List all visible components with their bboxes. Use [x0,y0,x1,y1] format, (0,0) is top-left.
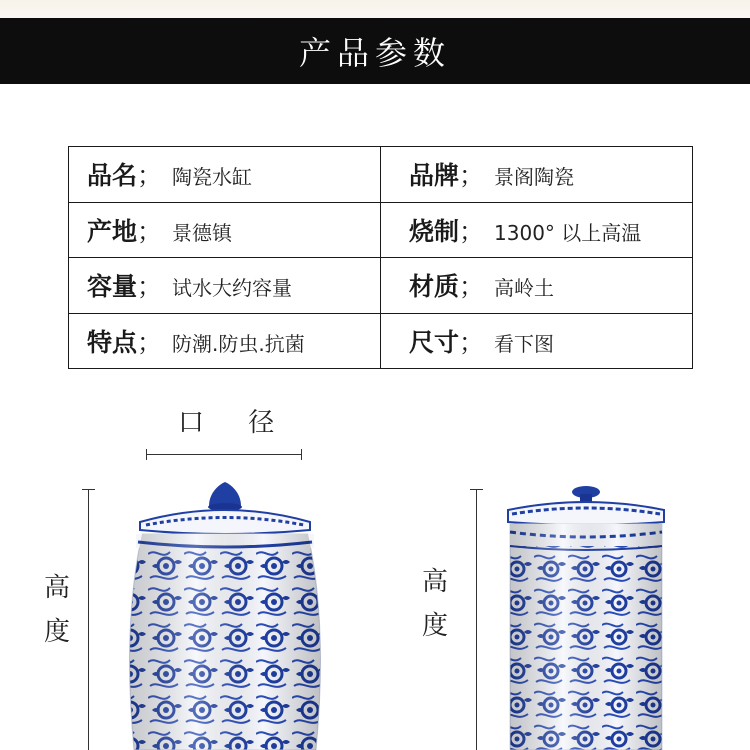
spec-separator: ； [459,327,485,357]
spec-separator: ； [459,272,485,302]
spec-value: 景德镇 [172,220,233,245]
spec-cell [381,258,693,314]
table-row [69,202,693,258]
spec-cell [69,313,381,369]
spec-separator: ； [137,161,163,191]
caliber-label: 口 径 [178,408,293,438]
spec-value: 景阁陶瓷 [494,165,575,190]
spec-cell [69,202,381,258]
section-title-bar [0,18,750,84]
spec-key: 尺寸 [409,327,460,357]
spec-separator: ； [459,216,485,246]
spec-cell [69,258,381,314]
spec-key: 品牌 [409,161,460,191]
spec-value: 陶瓷水缸 [172,165,253,190]
table-row [69,147,693,203]
height-label-left: 高 度 [43,573,70,647]
round-water-jar-image [112,476,342,750]
spec-value: 试水大约容量 [172,276,293,301]
cylinder-water-jar-image [500,484,670,750]
spec-key: 材质 [409,272,460,302]
table-row [69,313,693,369]
spec-key: 容量 [87,272,138,302]
height-dimension-line-right [476,489,477,750]
spec-table [68,146,693,369]
spec-key: 产地 [87,216,138,246]
spec-cell [381,313,693,369]
spec-separator: ； [137,216,163,246]
spec-value: 高岭土 [494,276,555,301]
spec-cell [381,147,693,203]
table-row [69,258,693,314]
spec-value: 防潮.防虫.抗菌 [172,331,305,356]
height-label-right: 高 度 [421,567,448,641]
spec-value: 看下图 [494,331,555,356]
spec-key: 烧制 [409,216,460,246]
section-title: 产品参数 [298,34,451,72]
spec-cell [381,202,693,258]
spec-key: 品名 [87,161,138,191]
spec-separator: ； [459,161,485,191]
spec-cell [69,147,381,203]
height-dimension-line-left [88,489,89,750]
top-decorative-strip [0,0,750,18]
spec-key: 特点 [87,327,138,357]
spec-separator: ； [137,327,163,357]
caliber-dimension-line [146,454,302,455]
spec-separator: ； [137,272,163,302]
spec-value: 1300° 以上高温 [494,220,642,245]
